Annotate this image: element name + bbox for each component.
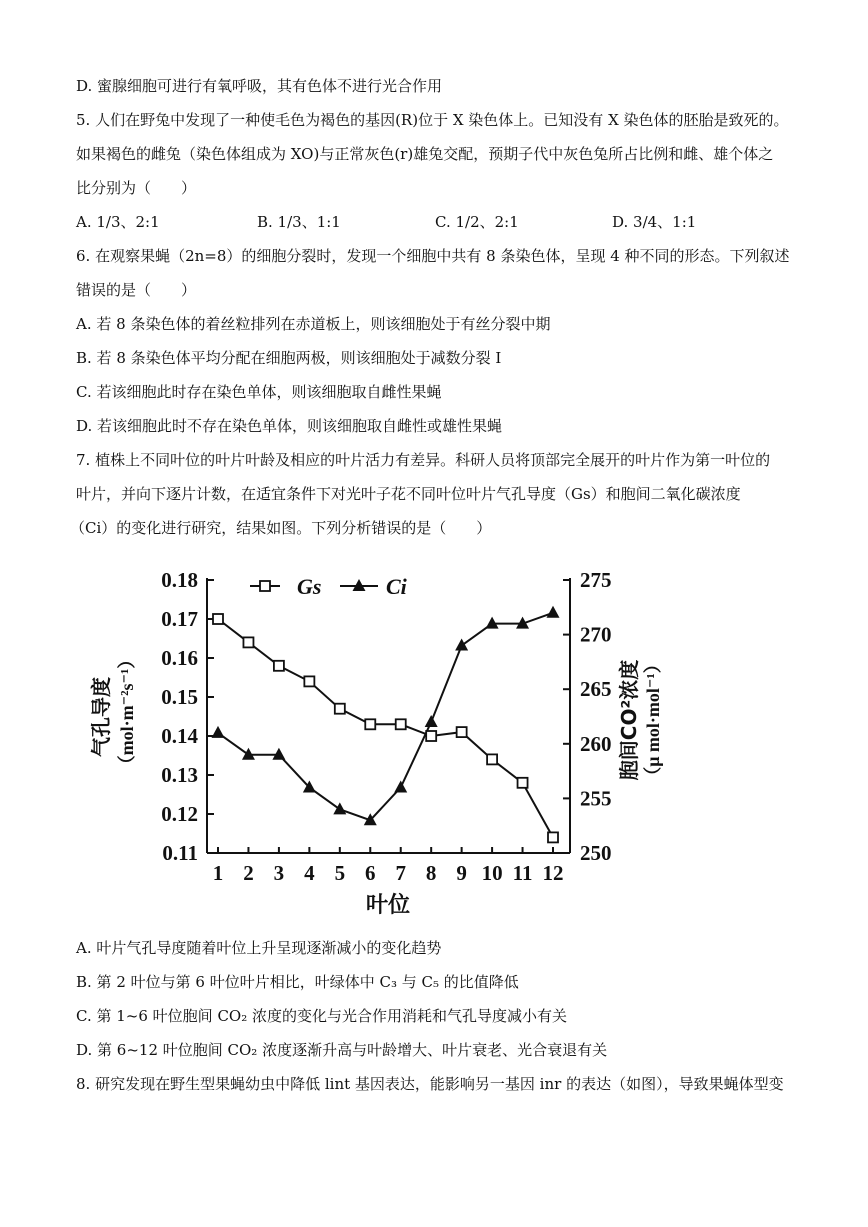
right-tick-label: 265 — [580, 677, 612, 702]
left-tick-label: 0.12 — [161, 802, 198, 826]
question-6-option-d: D. 若该细胞此时不存在染色单体，则该细胞取自雌性或雄性果蝇 — [76, 417, 503, 435]
line-d-prev: D. 蜜腺细胞可进行有氧呼吸，其有色体不进行光合作用 — [76, 77, 443, 95]
x-tick-label: 12 — [542, 861, 564, 885]
x-tick-label: 11 — [512, 861, 533, 885]
question-7-option-b: B. 第 2 叶位与第 6 叶位叶片相比，叶绿体中 C₃ 与 C₅ 的比值降低 — [76, 973, 519, 991]
ci-point — [455, 639, 468, 651]
gs-point — [274, 661, 284, 671]
ci-point — [212, 726, 225, 738]
question-8-line-1: 8. 研究发现在野生型果蝇幼虫中降低 lint 基因表达，能影响另一基因 inr 的表达（如图），导致果蝇体型变 — [76, 1075, 784, 1093]
left-tick-label: 0.14 — [161, 724, 198, 748]
question-6-line-2: 错误的是（ ） — [76, 281, 197, 299]
question-7-line-1: 7. 植株上不同叶位的叶片叶龄及相应的叶片活力有差异。科研人员将顶部完全展开的叶片作为第一叶位的 — [76, 451, 771, 469]
gs-point — [213, 614, 223, 624]
gs-point — [487, 754, 497, 764]
option-b: B. 1/3、1:1 — [257, 213, 341, 231]
ci-point — [333, 802, 346, 814]
left-axis-title: 气孔导度 — [89, 677, 113, 757]
question-5-line-2: 如果褐色的雌兔（染色体组成为 XO)与正常灰色(r)雄兔交配，预期子代中灰色兔所占比例和雌、雄个体之 — [76, 145, 774, 163]
question-7-line-3: （Ci）的变化进行研究，结果如图。下列分析错误的是（ ） — [70, 519, 492, 537]
series-line-ci — [218, 613, 553, 820]
right-tick-label: 250 — [580, 841, 612, 865]
option-a: A. 1/3、2:1 — [76, 213, 160, 231]
question-7-option-a: A. 叶片气孔导度随着叶位上升呈现逐渐减小的变化趋势 — [76, 939, 442, 957]
gs-point — [457, 727, 467, 737]
option-d: D. 3/4、1:1 — [612, 213, 697, 231]
gs-point — [518, 778, 528, 788]
x-tick-label: 10 — [481, 861, 503, 885]
left-tick-label: 0.11 — [162, 841, 198, 865]
left-tick-label: 0.16 — [161, 646, 198, 670]
question-6-option-a: A. 若 8 条染色体的着丝粒排列在赤道板上，则该细胞处于有丝分裂中期 — [76, 315, 551, 333]
question-7-line-2: 叶片，并向下逐片计数，在适宜条件下对光叶子花不同叶位叶片气孔导度（Gs）和胞间二氧化碳浓度 — [76, 485, 741, 503]
x-tick-label: 7 — [395, 861, 406, 885]
legend-ci-label: Ci — [386, 574, 407, 599]
gs-point — [548, 832, 558, 842]
right-tick-label: 255 — [580, 786, 612, 811]
x-tick-label: 3 — [273, 861, 285, 885]
question-6-option-b: B. 若 8 条染色体平均分配在细胞两极，则该细胞处于减数分裂 I — [76, 349, 502, 367]
x-tick-label: 5 — [334, 861, 346, 885]
legend-gs-marker — [260, 581, 270, 591]
gs-point — [335, 704, 345, 714]
option-c: C. 1/2、2:1 — [435, 213, 519, 231]
right-tick-label: 270 — [580, 622, 612, 647]
ci-point — [394, 780, 407, 792]
right-tick-label: 275 — [580, 568, 612, 592]
left-tick-label: 0.15 — [161, 685, 198, 709]
x-tick-label: 4 — [304, 861, 315, 885]
gs-point — [396, 719, 406, 729]
ci-point — [425, 715, 438, 727]
x-tick-label: 9 — [456, 861, 467, 885]
left-tick-label: 0.17 — [161, 607, 198, 631]
gs-point — [426, 731, 436, 741]
ci-point — [547, 606, 560, 618]
x-axis-title: 叶位 — [365, 893, 411, 918]
question-6-option-c: C. 若该细胞此时存在染色单体，则该细胞取自雌性果蝇 — [76, 383, 442, 401]
x-tick-label: 2 — [243, 861, 254, 885]
x-tick-label: 8 — [425, 861, 437, 885]
left-tick-label: 0.13 — [161, 763, 198, 787]
gs-point — [243, 637, 253, 647]
question-7-option-c: C. 第 1~6 叶位胞间 CO₂ 浓度的变化与光合作用消耗和气孔导度减小有关 — [76, 1007, 567, 1025]
gs-point — [304, 676, 314, 686]
x-tick-label: 1 — [212, 861, 224, 885]
left-tick-label: 0.18 — [161, 568, 198, 592]
question-7-option-d: D. 第 6~12 叶位胞间 CO₂ 浓度逐渐升高与叶龄增大、叶片衰老、光合衰退有关 — [76, 1041, 608, 1059]
right-tick-label: 260 — [580, 731, 612, 756]
gs-point — [365, 719, 375, 729]
question-5-line-3: 比分别为（ ） — [76, 179, 197, 197]
right-axis-title: 胞间CO²浓度 — [617, 659, 641, 781]
x-tick-label: 6 — [365, 861, 376, 885]
question-6-line-1: 6. 在观察果蝇（2n=8）的细胞分裂时，发现一个细胞中共有 8 条染色体，呈现 4 种不同的形态。下列叙述 — [76, 247, 790, 265]
legend-gs-label: Gs — [297, 574, 322, 599]
question-5-line-1: 5. 人们在野兔中发现了一种使毛色为褐色的基因(R)位于 X 染色体上。已知没有 X 染色体的胚胎是致死的。 — [76, 111, 789, 129]
left-axis-unit: （mol·m⁻²s⁻¹） — [117, 650, 137, 774]
right-axis-unit: （μ mol·mol⁻¹） — [643, 655, 663, 785]
